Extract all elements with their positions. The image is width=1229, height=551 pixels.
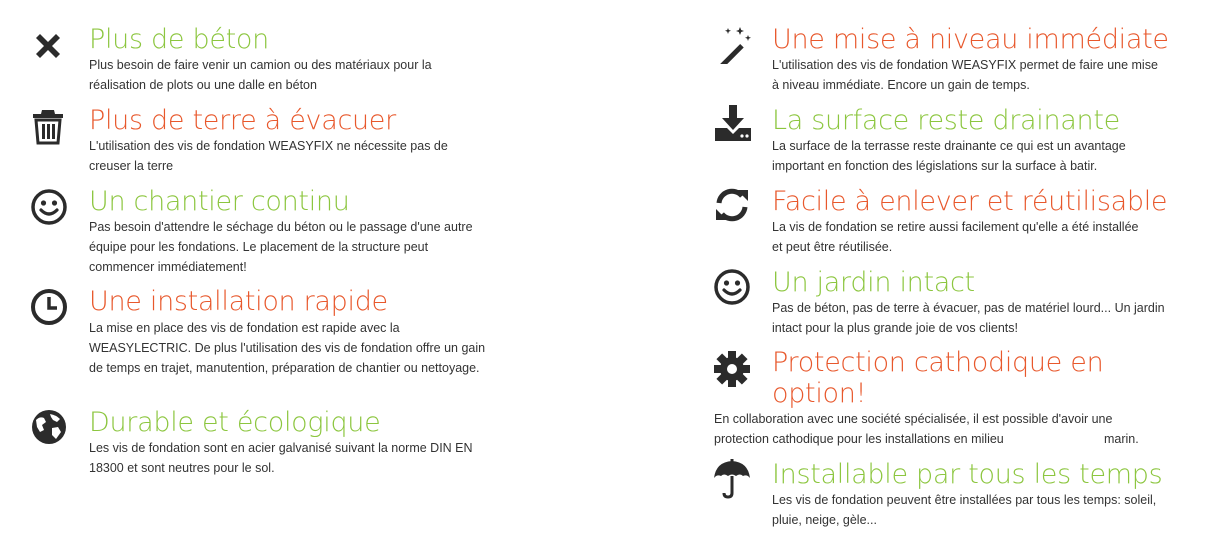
feature-title: Plus de béton bbox=[89, 24, 269, 55]
feature-description: Plus besoin de faire venir un camion ou des matériaux pour la réalisation de plots ou une dalle en béton bbox=[89, 58, 432, 92]
feature-description-line-2b: marin. bbox=[1104, 432, 1139, 446]
feature-description: Les vis de fondation sont en acier galvanisé suivant la norme DIN EN 18300 et sont neutres pour le sol. bbox=[89, 441, 473, 475]
feature-title: Un chantier continu bbox=[89, 186, 350, 217]
smile-icon bbox=[713, 268, 751, 306]
feature-description: Pas besoin d'attendre le séchage du béton ou le passage d'une autre équipe pour les fondations. Le placement de la structure peut commencer immédiatement! bbox=[89, 220, 473, 274]
feature-title-line-1: Protection cathodique en bbox=[772, 347, 1104, 378]
feature-description: Les vis de fondation peuvent être installées par tous les temps: soleil, pluie, neige, gèle... bbox=[772, 493, 1157, 527]
feature-title: Un jardin intact bbox=[772, 267, 975, 298]
feature-title: Une mise à niveau immédiate bbox=[772, 24, 1169, 55]
magic-wand-icon bbox=[713, 24, 753, 64]
feature-description: L'utilisation des vis de fondation WEASYFIX ne nécessite pas de creuser la terre bbox=[89, 139, 448, 173]
feature-description-line-2a: protection cathodique pour les installations en milieu bbox=[714, 432, 1004, 446]
refresh-icon bbox=[713, 186, 751, 224]
feature-title: Facile à enlever et réutilisable bbox=[772, 186, 1168, 217]
feature-title: Plus de terre à évacuer bbox=[89, 105, 396, 136]
feature-title: Durable et écologique bbox=[89, 407, 381, 438]
globe-icon bbox=[30, 408, 68, 446]
clock-icon bbox=[30, 288, 68, 326]
trash-icon bbox=[30, 106, 66, 146]
close-icon bbox=[30, 28, 66, 64]
feature-description: La vis de fondation se retire aussi facilement qu'elle a été installée et peut être réutilisée. bbox=[772, 220, 1139, 254]
smile-icon bbox=[30, 188, 68, 226]
feature-description: La surface de la terrasse reste drainante ce qui est un avantage important en fonction des législations sur la surface à batir. bbox=[772, 139, 1126, 173]
download-icon bbox=[713, 103, 753, 143]
feature-title: La surface reste drainante bbox=[772, 105, 1120, 136]
feature-description: L'utilisation des vis de fondation WEASYFIX permet de faire une mise à niveau immédiate. Encore un gain de temps. bbox=[772, 58, 1158, 92]
feature-description: Pas de béton, pas de terre à évacuer, pas de matériel lourd... Un jardin intact pour la plus grande joie de vos clients! bbox=[772, 301, 1165, 335]
feature-title-line-2: option! bbox=[772, 378, 867, 409]
feature-title: Une installation rapide bbox=[89, 286, 388, 317]
feature-description: La mise en place des vis de fondation est rapide avec la WEASYLECTRIC. De plus l'utilisation des vis de fondation offre un gain de temps en trajet, manutention, préparation de chantier ou nettoyage. bbox=[89, 321, 486, 375]
umbrella-icon bbox=[712, 458, 752, 500]
feature-description-line-1: En collaboration avec une société spécialisée, il est possible d'avoir une bbox=[714, 412, 1113, 426]
gear-icon bbox=[713, 350, 751, 388]
feature-title: Installable par tous les temps bbox=[772, 459, 1163, 490]
